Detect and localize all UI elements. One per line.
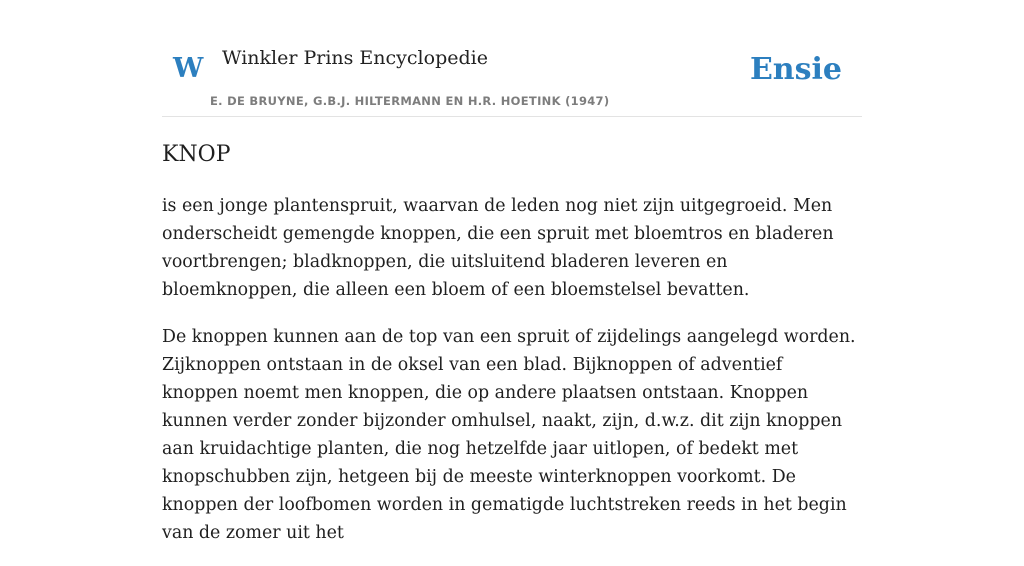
ensie-logo[interactable]: Ensie [749, 52, 842, 87]
source-logo-icon[interactable]: W [173, 53, 204, 84]
source-authors: E. DE BRUYNE, G.B.J. HILTERMANN EN H.R. HOETINK (1947) [210, 94, 610, 108]
entry-title: KNOP [162, 142, 231, 167]
source-title[interactable]: Winkler Prins Encyclopedie [222, 47, 488, 69]
paragraph: is een jonge plantenspruit, waarvan de leden nog niet zijn uitgegroeid. Men onderscheidt gemengde knoppen, die een spruit met bloemtros en bladeren voortbrengen; bladknoppen, die uitsluitend bladeren leveren en bloemknoppen, die alleen een bloem of een bloemstelsel bevatten. [162, 196, 834, 300]
paragraph: De knoppen kunnen aan de top van een spruit of zijdelings aangelegd worden. Zijknoppen ontstaan in de oksel van een blad. Bijknoppen of adventief knoppen noemt men knoppen, die op andere plaatsen ontstaan. Knoppen kunnen verder zonder bijzonder omhulsel, naakt, zijn, d.w.z. dit zijn knoppen aan kruidachtige planten, die nog hetzelfde jaar uitlopen, of bedekt met knopschubben zijn, hetgeen bij de meeste winterknoppen voorkomt. De knoppen der loofbomen worden in gematigde luchtstreken reeds in het begin van de zomer uit het [162, 327, 856, 543]
entry-body [162, 192, 862, 566]
source-header [162, 0, 862, 117]
page [162, 0, 862, 543]
